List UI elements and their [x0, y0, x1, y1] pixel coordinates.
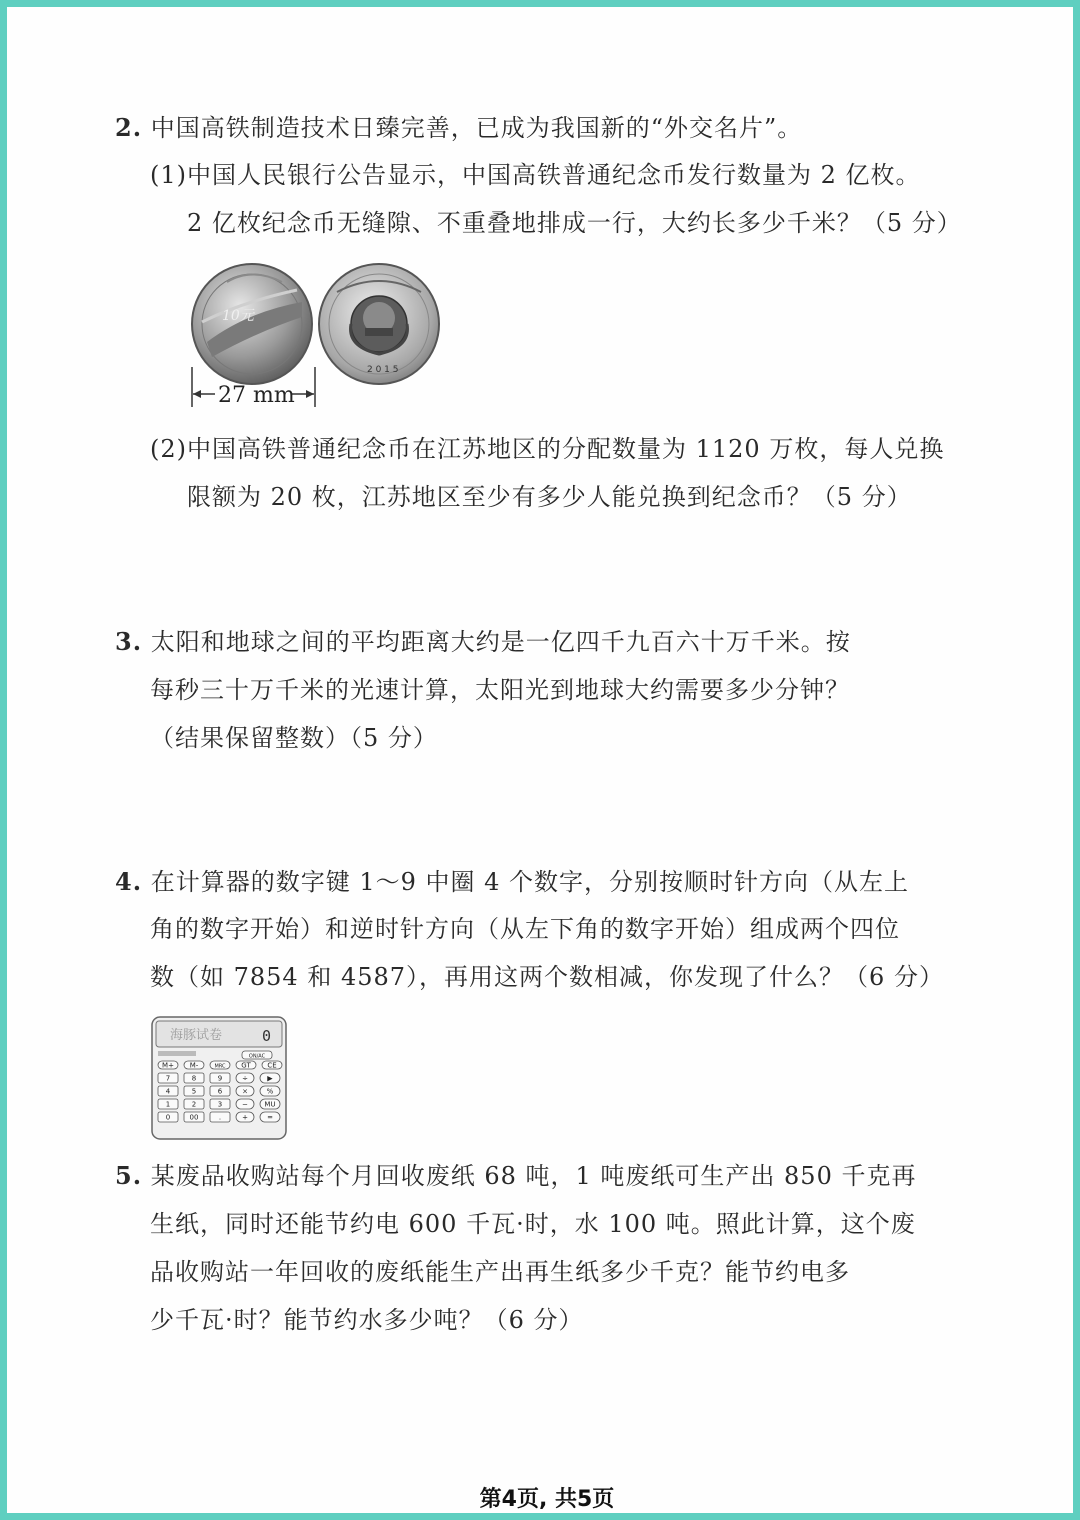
q3-number: 3.: [115, 627, 143, 656]
calc-key-fn-2-label: MRC: [214, 1063, 226, 1070]
calculator-display-text: 海豚试卷: [170, 1028, 223, 1043]
calculator-figure: [150, 1015, 290, 1143]
calc-key-digit-2-1-label: 2: [191, 1100, 197, 1109]
calc-key-digit-1-2-label: 6: [217, 1087, 223, 1096]
calc-key-op-1-label: ×: [242, 1087, 248, 1096]
calc-key-fn-0-label: M+: [162, 1061, 174, 1070]
q4-text-line1: 在计算器的数字键 1～9 中圈 4 个数字，分别按顺时针方向（从左上: [150, 868, 910, 896]
commemorative-coin-figure: [187, 262, 447, 412]
q3-line2: 每秒三十万千米的光速计算，太阳光到地球大约需要多少分钟？: [150, 676, 850, 704]
calc-key-op-0-label: ÷: [242, 1074, 248, 1083]
q5-text-line1: 某废品收购站每个月回收废纸 68 吨，1 吨废纸可生产出 850 千克再: [150, 1162, 917, 1190]
q4-line1: [115, 867, 909, 897]
calc-key-digit-3-1-label: 00: [189, 1113, 199, 1122]
calc-key-digit-2-0-label: 1: [165, 1100, 171, 1109]
calc-key-right-1-label: %: [266, 1087, 274, 1096]
calc-key-op-3-label: +: [242, 1113, 248, 1122]
calc-key-right-0-label: ▶: [267, 1074, 273, 1083]
calc-key-digit-0-0-label: 7: [165, 1074, 171, 1083]
q2-stem-line: [115, 113, 802, 143]
page-footer: 第4页, 共5页: [479, 1487, 615, 1512]
q2-part2-line2: 限额为 20 枚，江苏地区至少有多少人能兑换到纪念币？（5 分）: [187, 483, 912, 511]
q3-line1: [115, 627, 851, 657]
calc-key-digit-2-2-label: 3: [217, 1100, 223, 1109]
calc-key-right-2-label: MU: [264, 1100, 276, 1109]
q2-part1-line2: 2 亿枚纪念币无缝隙、不重叠地排成一行，大约长多少千米？（5 分）: [187, 209, 962, 237]
q5-number: 5.: [115, 1161, 143, 1190]
q5-line2: 生纸，同时还能节约电 600 千瓦·时，水 100 吨。照此计算，这个废: [150, 1210, 916, 1238]
coin-diameter-label: 27 mm: [218, 383, 295, 408]
q5-line4: 少千瓦·时？能节约水多少吨？（6 分）: [150, 1306, 584, 1334]
coin-value-text: 10元: [222, 308, 254, 324]
q2-part2-line1: (2)中国高铁普通纪念币在江苏地区的分配数量为 1120 万枚，每人兑换: [150, 435, 945, 463]
coin-front: [192, 264, 312, 384]
calc-key-digit-3-0-label: 0: [165, 1113, 171, 1122]
calc-key-fn-3-label: GT: [241, 1061, 251, 1070]
calc-key-digit-3-2-label: .: [218, 1113, 222, 1122]
calc-key-digit-0-1-label: 8: [191, 1074, 197, 1083]
calc-key-fn-4-label: CE: [267, 1061, 277, 1070]
calculator-display-value: 0: [262, 1027, 272, 1045]
calc-key-digit-1-1-label: 5: [191, 1087, 197, 1096]
q2-stem: 中国高铁制造技术日臻完善，已成为我国新的“外交名片”。: [150, 114, 803, 142]
svg-text:2 0 1 5: 2 0 1 5: [367, 365, 399, 375]
q5-line3: 品收购站一年回收的废纸能生产出再生纸多少千克？能节约电多: [150, 1258, 850, 1286]
coin-back: [319, 264, 439, 384]
q3-text-line1: 太阳和地球之间的平均距离大约是一亿四千九百六十万千米。按: [150, 628, 851, 656]
calc-key-digit-1-0-label: 4: [165, 1087, 171, 1096]
calc-key-right-3-label: =: [267, 1113, 273, 1122]
q4-line3: 数（如 7854 和 4587），再用这两个数相减，你发现了什么？（6 分）: [150, 963, 944, 991]
calc-key-op-2-label: −: [242, 1100, 248, 1109]
calc-key-on-ac-label: ON/AC: [248, 1053, 266, 1060]
calc-key-digit-0-2-label: 9: [217, 1074, 223, 1083]
q2-number: 2.: [115, 113, 143, 142]
q4-line2: 角的数字开始）和逆时针方向（从左下角的数字开始）组成两个四位: [150, 915, 900, 943]
q2-part1-line1: (1)中国人民银行公告显示，中国高铁普通纪念币发行数量为 2 亿枚。: [150, 161, 921, 189]
q4-number: 4.: [115, 867, 143, 896]
calc-key-fn-1-label: M-: [189, 1061, 199, 1070]
q3-line3: （结果保留整数）（5 分）: [150, 724, 438, 752]
q5-line1: [115, 1161, 916, 1191]
